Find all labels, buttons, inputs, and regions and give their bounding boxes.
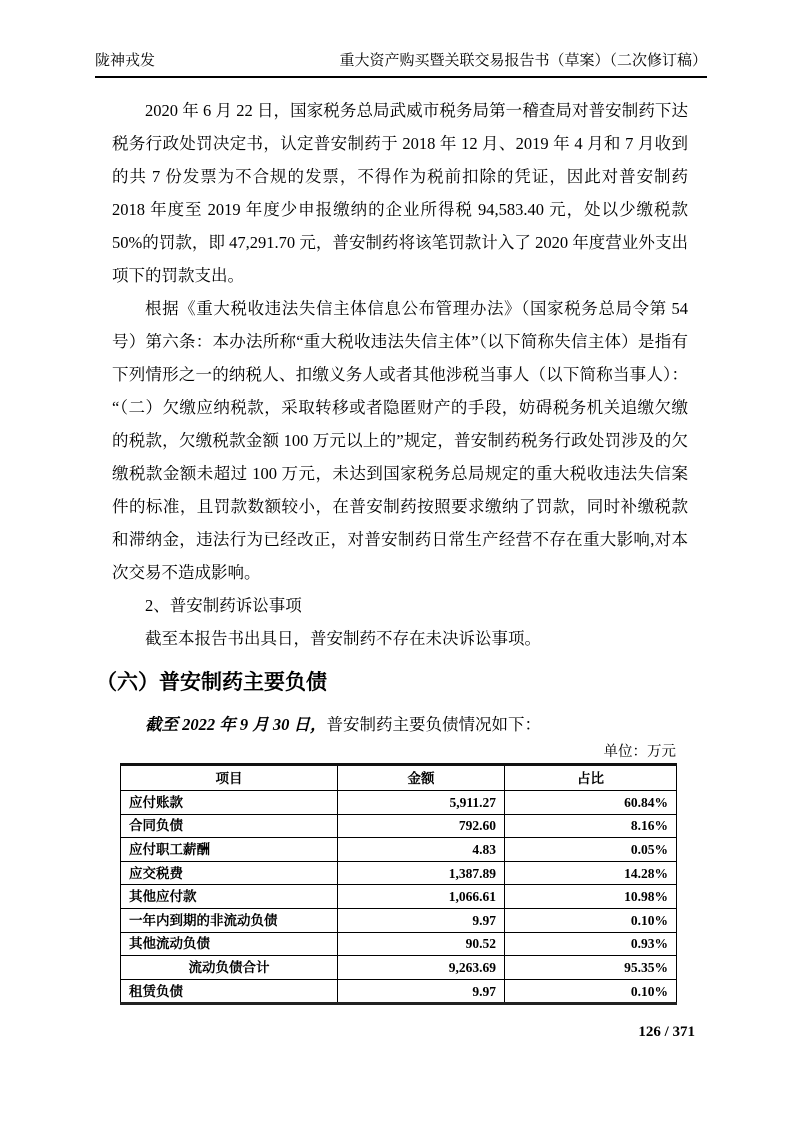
amount-cell: 1,387.89: [338, 861, 505, 885]
liabilities-intro-rest: 普安制药主要负债情况如下：: [326, 715, 541, 734]
item-cell: 应付账款: [121, 791, 338, 815]
liabilities-table: [120, 763, 677, 1005]
ratio-cell: 8.16%: [505, 814, 677, 838]
amount-cell: 4.83: [338, 838, 505, 862]
item-cell: 其他应付款: [121, 885, 338, 909]
table-row: [121, 861, 677, 885]
item-cell: 其他流动负债: [121, 932, 338, 956]
table-row: [121, 838, 677, 862]
ratio-cell: 0.93%: [505, 932, 677, 956]
table-row: [121, 956, 677, 980]
amount-cell: 1,066.61: [338, 885, 505, 909]
item-cell: 应交税费: [121, 861, 338, 885]
document-body: [96, 94, 688, 1005]
liabilities-intro-date: 截至 2022 年 9 月 30 日，: [145, 715, 327, 734]
item-cell: 租赁负债: [121, 979, 338, 1004]
table-row: [121, 885, 677, 909]
ratio-cell: 10.98%: [505, 885, 677, 909]
item-cell: 应付职工薪酬: [121, 838, 338, 862]
table-row: [121, 791, 677, 815]
ratio-cell: 60.84%: [505, 791, 677, 815]
amount-cell: 5,911.27: [338, 791, 505, 815]
litigation-status-paragraph: 截至本报告书出具日，普安制药不存在未决诉讼事项。: [145, 629, 541, 648]
table-header-cell: 项目: [121, 765, 338, 791]
unit-label: 单位：万元: [603, 744, 676, 760]
header-document-title: 重大资产购买暨关联交易报告书（草案）（二次修订稿）: [339, 53, 707, 69]
table-row: [121, 908, 677, 932]
amount-cell: 90.52: [338, 932, 505, 956]
ratio-cell: 95.35%: [505, 956, 677, 980]
amount-cell: 9.97: [338, 979, 505, 1004]
ratio-cell: 0.10%: [505, 979, 677, 1004]
table-header-cell: 占比: [505, 765, 677, 791]
table-header-cell: 金额: [338, 765, 505, 791]
item-cell: 一年内到期的非流动负债: [121, 908, 338, 932]
ratio-cell: 14.28%: [505, 861, 677, 885]
table-row: [121, 932, 677, 956]
item-cell: 流动负债合计: [121, 956, 338, 980]
page-number: 126 / 371: [638, 1024, 695, 1040]
table-header-row: [121, 765, 677, 791]
running-header: [95, 52, 707, 78]
amount-cell: 9.97: [338, 908, 505, 932]
table-row: [121, 814, 677, 838]
ratio-cell: 0.10%: [505, 908, 677, 932]
litigation-subheading: 2、普安制药诉讼事项: [145, 596, 302, 615]
section-heading-main-liabilities: （六）普安制药主要负债: [96, 671, 327, 694]
table-body: [121, 791, 677, 1004]
liabilities-table-block: [120, 741, 676, 1005]
header-company-short-name: 陇神戎发: [95, 53, 156, 69]
item-cell: 合同负债: [121, 814, 338, 838]
liabilities-intro-paragraph: [112, 708, 688, 741]
amount-cell: 792.60: [338, 814, 505, 838]
paragraph-credit-regulation: 根据《重大税收违法失信主体信息公布管理办法》（国家税务总局令第 54 号）第六条：本办法所称“重大税收违法失信主体”（以下简称失信主体）是指有下列情形之一的纳税人、扣缴义务人或者其他涉税当事人（以下简称当事人）：“（二）欠缴应纳税款，采取转移或者隐匿财产的手段，妨碍税务机关追缴欠缴的税款，欠缴税款金额 100 万元以上的”规定，普安制药税务行政处罚涉及的欠缴税款金额未超过 100 万元，未达到国家税务总局规定的重大税收违法失信案件的标准，且罚款数额较小，在普安制药按照要求缴纳了罚款，同时补缴税款和滞纳金，违法行为已经改正，对普安制药日常生产经营不存在重大影响,对本次交易不造成影响。: [112, 299, 688, 582]
paragraph-tax-penalty: 2020 年 6 月 22 日，国家税务总局武威市税务局第一稽查局对普安制药下达税务行政处罚决定书，认定普安制药于 2018 年 12 月、2019 年 4 月和 7 月收到的共 7 份发票为不合规的发票，不得作为税前扣除的凭证，因此对普安制药 2018 年度至 2019 年度少申报缴纳的企业所得税 94,583.40 元，处以少缴税款 50%的罚款，即 47,291.70 元，普安制药将该笔罚款计入了 2020 年度营业外支出项下的罚款支出。: [112, 101, 688, 285]
ratio-cell: 0.05%: [505, 838, 677, 862]
amount-cell: 9,263.69: [338, 956, 505, 980]
table-row: [121, 979, 677, 1004]
